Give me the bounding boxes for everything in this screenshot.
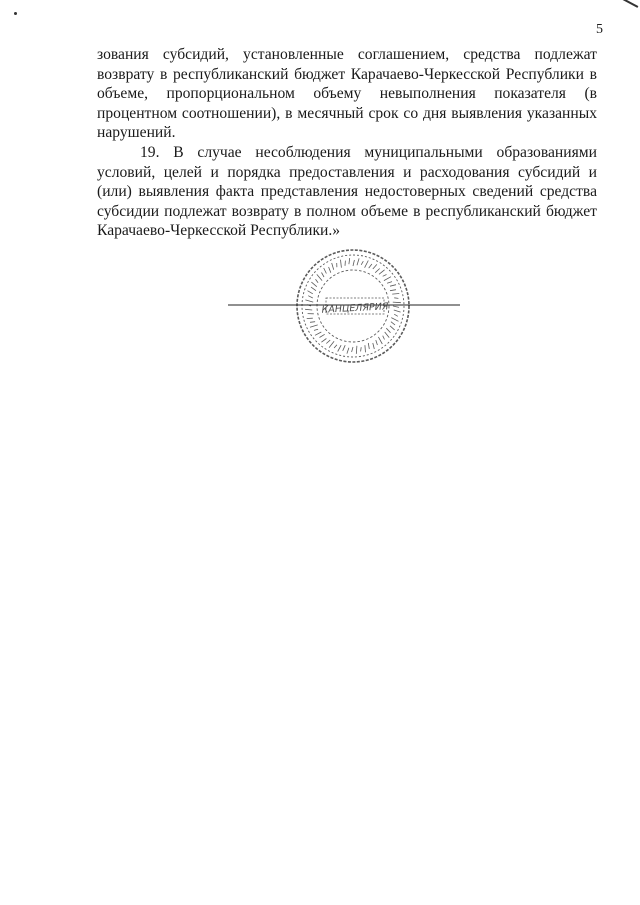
seal-hatch-mark bbox=[315, 332, 321, 335]
seal-hatch-mark bbox=[311, 287, 316, 291]
seal-hatch-mark bbox=[329, 267, 331, 273]
paragraph-item-19: 19. В случае несоблюдения муниципальными образованиями условий, целей и порядка предоставления и расходования субсидий и (или) выявления факта представления недостоверных сведений средства субсидии подлежат возврату в полном объеме в республиканский бюджет Карачаево-Черкесской Республики.» bbox=[97, 143, 597, 240]
seal-hatch-mark bbox=[361, 261, 363, 265]
seal-hatch-mark bbox=[310, 325, 318, 327]
seal-hatch-mark bbox=[390, 326, 395, 330]
seal-hatch-mark bbox=[368, 343, 369, 349]
seal-hatch-mark bbox=[392, 294, 399, 295]
seal-hatch-mark bbox=[347, 348, 349, 354]
seal-hatch-mark bbox=[384, 277, 391, 281]
seal-with-signature-line bbox=[228, 246, 468, 376]
document-body bbox=[97, 45, 597, 241]
seal-hatch-mark bbox=[316, 279, 319, 282]
seal-hatch-mark bbox=[326, 340, 330, 343]
seal-hatch-mark bbox=[343, 345, 346, 351]
seal-hatch-mark bbox=[305, 309, 312, 310]
seal-hatch-mark bbox=[373, 264, 377, 269]
seal-hatch-mark bbox=[361, 347, 362, 351]
seal-hatch-mark bbox=[390, 290, 396, 291]
seal-hatch-mark bbox=[356, 346, 357, 354]
seal-hatch-mark bbox=[357, 258, 359, 265]
seal-hatch-mark bbox=[338, 345, 341, 351]
seal-hatch-mark bbox=[378, 337, 382, 344]
seal-hatch-mark bbox=[311, 282, 316, 287]
seal-hatch-mark bbox=[324, 268, 327, 274]
seal-hatch-mark bbox=[317, 274, 322, 280]
seal-hatch-mark bbox=[365, 261, 369, 268]
seal-hatch-mark bbox=[393, 302, 401, 303]
seal-hatch-mark bbox=[394, 310, 401, 312]
seal-hatch-mark bbox=[320, 334, 325, 337]
seal-hatch-mark bbox=[383, 336, 385, 340]
seal-hatch-mark bbox=[322, 273, 325, 278]
seal-hatch-mark bbox=[310, 322, 315, 323]
seal-label: КАНЦЕЛЯРИЯ bbox=[321, 301, 389, 316]
seal-hatch-mark bbox=[383, 275, 387, 277]
seal-hatch-mark bbox=[390, 285, 396, 287]
seal-hatch-mark bbox=[353, 260, 354, 266]
seal-hatch-mark bbox=[308, 291, 313, 294]
seal-hatch-mark bbox=[332, 263, 334, 270]
scan-dot-mark bbox=[14, 12, 17, 15]
seal-hatch-mark bbox=[375, 269, 380, 273]
seal-hatch-mark bbox=[373, 343, 375, 349]
seal-hatch-mark bbox=[329, 341, 334, 347]
seal-hatch-mark bbox=[376, 340, 378, 345]
seal-hatch-mark bbox=[379, 270, 385, 275]
seal-hatch-mark bbox=[308, 296, 313, 298]
seal-hatch-mark bbox=[305, 300, 313, 302]
seal-hatch-mark bbox=[321, 339, 326, 343]
seal-hatch-mark bbox=[369, 264, 372, 268]
seal-svg bbox=[228, 246, 468, 376]
seal-hatch-mark bbox=[385, 332, 390, 338]
seal-hatch-mark bbox=[365, 345, 366, 352]
seal-hatch-mark bbox=[349, 258, 350, 264]
seal-hatch-mark bbox=[386, 328, 390, 333]
seal-hatch-mark bbox=[393, 306, 399, 307]
seal-hatch-mark bbox=[314, 329, 318, 330]
seal-hatch-mark bbox=[394, 298, 398, 299]
scan-corner-mark bbox=[618, 0, 638, 7]
seal-hatch-mark bbox=[341, 260, 342, 268]
seal-hatch-mark bbox=[387, 282, 392, 284]
seal-hatch-mark bbox=[352, 347, 353, 352]
seal-hatch-mark bbox=[394, 314, 398, 316]
seal-hatch-mark bbox=[391, 322, 395, 325]
paragraph-continuation: зования субсидий, установленные соглашением, средства подлежат возврату в республиканский бюджет Карачаево-Черкесской Республики в объеме, пропорциональном объему невыполнения показателя (в процентном соотношении), в месячный срок со дня выявления указанных нарушений. bbox=[97, 46, 597, 142]
seal-hatch-mark bbox=[334, 345, 337, 348]
seal-hatch-mark bbox=[391, 318, 398, 322]
page-number: 5 bbox=[596, 22, 603, 37]
